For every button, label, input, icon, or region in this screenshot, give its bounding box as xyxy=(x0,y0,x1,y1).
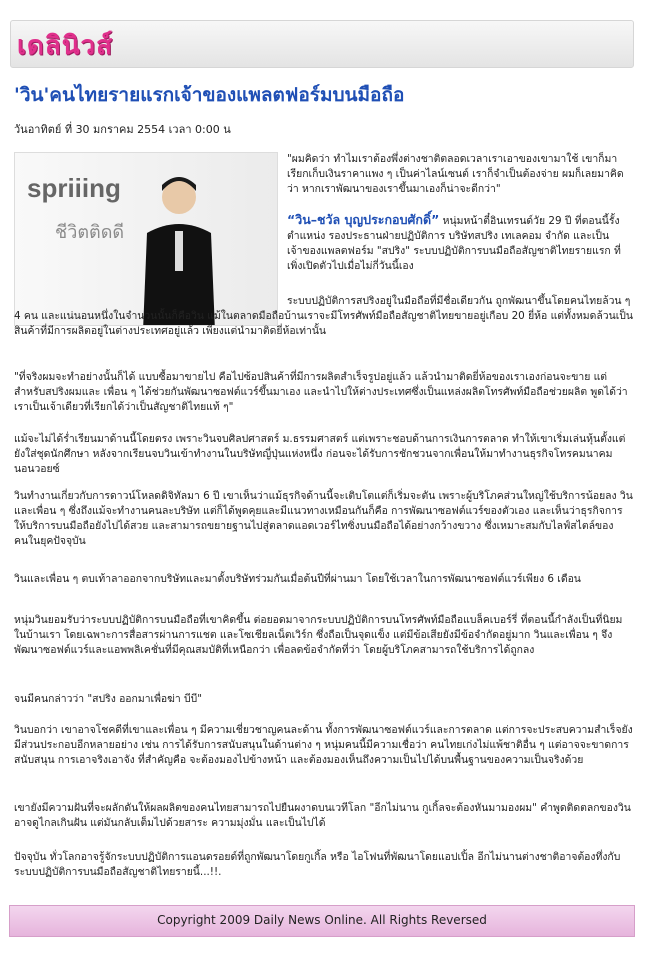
page-footer xyxy=(9,905,635,937)
paragraph-7: หนุ่มวินยอมรับว่าระบบปฏิบัติการบนมือถือที่เขาคิดขึ้น ต่อยอดมาจากระบบปฏิบัติการบนโทรศัพท์มือถือแบล็คเบอร์รี่ ที่ตอนนี้กำลังเป็นที่นิยมในบ้านเรา โดยเฉพาะการสื่อสารผ่านการแชต และโซเชียลเน็ตเวิร์ก ซึ่งถือเป็นจุดแข็ง แต่มีข้อเสียยังมีข้อจำกัดอยู่มาก วินและเพื่อน ๆ จึงพัฒนาซอฟต์แวร์และแอพพลิเคชั่นที่มีคุณสมบัติที่เหนือกว่า เพื่อลดข้อจำกัดที่ว่า โดยผู้บริโภคสามารถใช้บริการได้ถูกลง xyxy=(14,614,623,656)
paragraph-9: วินบอกว่า เขาอาจโชคดีที่เขาและเพื่อน ๆ มีความเชี่ยวชาญคนละด้าน ทั้งการพัฒนาซอฟต์แวร์และการตลาด แต่การจะประสบความสำเร็จยังมีส่วนประกอบอีกหลายอย่าง เช่น การได้รับการสนับสนุนในด้านต่าง ๆ หนุ่มคนนี้มีความเชื่อว่า คนไทยเก่งไม่แพ้ชาติอื่น ๆ แต่อาจจะขาดการสนับสนุน การเอาจริงเอาจัง ที่สำคัญคือ จะต้องมองไปข้างหน้า และต้องมองเห็นถึงความเป็นไปได้บนพื้นฐานของความเป็นจริงด้วย xyxy=(14,724,633,766)
site-logo[interactable]: เดลินิวส์ xyxy=(17,31,113,61)
site-header xyxy=(10,20,634,68)
paragraph-6: วินและเพื่อน ๆ ตบเท้าลาออกจากบริษัทและมาตั้งบริษัทร่วมกันเมื่อต้นปีที่ผ่านมา โดยใช้เวลาในการพัฒนาซอฟต์แวร์เพียง 6 เดือน xyxy=(14,573,581,585)
paragraph-11: ปัจจุบัน ทั่วโลกอาจรู้จักระบบปฏิบัติการแอนดรอยด์ที่ถูกพัฒนาโดยกูเกิ้ล หรือ ไอโฟนที่พัฒนาโดยแอปเปิ้ล อีกไม่นานต่างชาติอาจต้องทึ่งกับระบบปฏิบัติการบนมือถือสัญชาติไทยรายนี้...!!. xyxy=(14,851,621,878)
photo-tagline: ชีวิตติดดี xyxy=(55,222,125,243)
paragraph-8: จนมีคนกล่าวว่า "สปริง ออกมาเพื่อฆ่า บีบี" xyxy=(14,693,202,705)
quote-paragraph: "ผมคิดว่า ทำไมเราต้องพึ่งต่างชาติตลอดเวลาเราเอาของเขามาใช้ เขาก็มาเรียกเก็บเงินราคาแพง ๆ เป็นค่าไลน์เซนต์ เราก็จำเป็นต้องจ่าย ผมก็เลยมาคิดว่า หากเราพัฒนาของเราขึ้นมาเองก็น่าจะดีกว่า" xyxy=(287,153,624,195)
paragraph-4: แม้จะไม่ได้ร่ำเรียนมาด้านนี้โดยตรง เพราะวินจบศิลปศาสตร์ ม.ธรรมศาสตร์ แต่เพราะชอบด้านการเงินการตลาด ทำให้เขาเริ่มเล่นหุ้นตั้งแต่ยังใส่ชุดนักศึกษา หลังจากเรียนจบวินเข้าทำงานในบริษัทญี่ปุ่นแห่งหนึ่ง ก่อนจะได้รับการชักชวนจากเพื่อนให้มาทำงานธุรกิจโทรคมนาคม นอนวอยซ์ xyxy=(14,433,626,475)
photo-brand-text: spriiing xyxy=(27,173,121,203)
paragraph-5: วินทำงานเกี่ยวกับการดาวน์โหลดดิจิทัลมา 6 ปี เขาเห็นว่าแม้ธุรกิจด้านนี้จะเติบโตแต่ก็เริ่มจะตัน เพราะผู้บริโภคส่วนใหญ่ใช้บริการน้อยลง วินและเพื่อน ๆ ซึ่งถึงแม้จะทำงานคนละบริษัท แต่ก็ได้พูดคุยและมีแนวทางเหมือนกันก็คือ การพัฒนาซอฟต์แวร์ของตัวเอง และเห็นว่าธุรกิจการให้บริการบนมือถือยังไปได้สวย และสามารถขยายฐานไปสู่ตลาดแอดเวอร์ไทซิ่งบนมือถือได้อย่างกว้างขวาง ซึ่งเหมาะสมกับไลฟ์สไตล์ของคนในยุคปัจจุบัน xyxy=(14,490,633,547)
paragraph-2: ระบบปฏิบัติการสปริงอยู่ในมือถือที่มีชื่อเดียวกัน ถูกพัฒนาขึ้นโดยคนไทยล้วน ๆ 4 คน และแน่นอนหนึ่งในจำนวนนั้นก็คือวิน แม้ในตลาดมือถือบ้านเราจะมีโทรศัพท์มือถือสัญชาติไทยขายอยู่เกือบ 20 ยี่ห้อ แต่ทั้งหมดล้วนเป็นสินค้าที่มีการผลิตอยู่ในต่างประเทศอยู่แล้ว เพียงแต่นำมาติดยี่ห้อเท่านั้น xyxy=(14,295,633,337)
article-title: 'วิน'คนไทยรายแรกเจ้าของแพลตฟอร์มบนมือถือ xyxy=(14,84,405,106)
intro-text: หนุ่มหน้าตี๋อินเทรนด์วัย 29 ปี ที่ตอนนี้รั้งตำแหน่ง รองประธานฝ่ายปฏิบัติการ บริษัทสปริง เทเลคอม จำกัด และเป็นเจ้าของแพลตฟอร์ม "สปริง" ระบบปฏิบัติการบนมือถือสัญชาติไทยรายแรก ที่เพิ่งเปิดตัวไปเมื่อไม่กี่วันนี้เอง xyxy=(287,215,621,272)
copyright-text: Copyright 2009 Daily News Online. All Rights Reversed xyxy=(157,913,487,927)
intro-paragraph xyxy=(287,212,633,274)
paragraph-3: "ที่จริงผมจะทำอย่างนั้นก็ได้ แบบซื้อมาขายไป คือไปซ้อปสินค้าที่มีการผลิตสำเร็จรูปอยู่แล้ว แล้วนำมาติดยี่ห้อของเราเองก่อนจะขาย แต่สำหรับสปริงผมและ เพื่อน ๆ ได้ช่วยกันพัฒนาซอฟต์แวร์ขึ้นมาเอง และนำไปให้ต่างประเทศซึ่งเป็นแหล่งผลิตโทรศัพท์มือถือช่วยผลิต พูดได้ว่าเราเป็นเจ้าเดียวที่เรียกได้ว่าเป็นสัญชาติไทยแท้ ๆ" xyxy=(14,371,628,413)
paragraph-10: เขายังมีความฝันที่จะผลักดันให้ผลผลิตของคนไทยสามารถไปยืนผงาดบนเวทีโลก "อีกไม่นาน กูเกิ้ลจะต้องหันมามองผม" คำพูดติดตลกของวินอาจดูไกลเกินฝัน แต่มันกลับเต็มไปด้วยสาระ ความมุ่งมั่น และเป็นไปได้ xyxy=(14,802,631,829)
subject-name: “วิน–ชวัล บุญประกอบศักดิ์” xyxy=(287,212,440,227)
article-date: วันอาทิตย์ ที่ 30 มกราคม 2554 เวลา 0:00 น xyxy=(14,123,231,136)
